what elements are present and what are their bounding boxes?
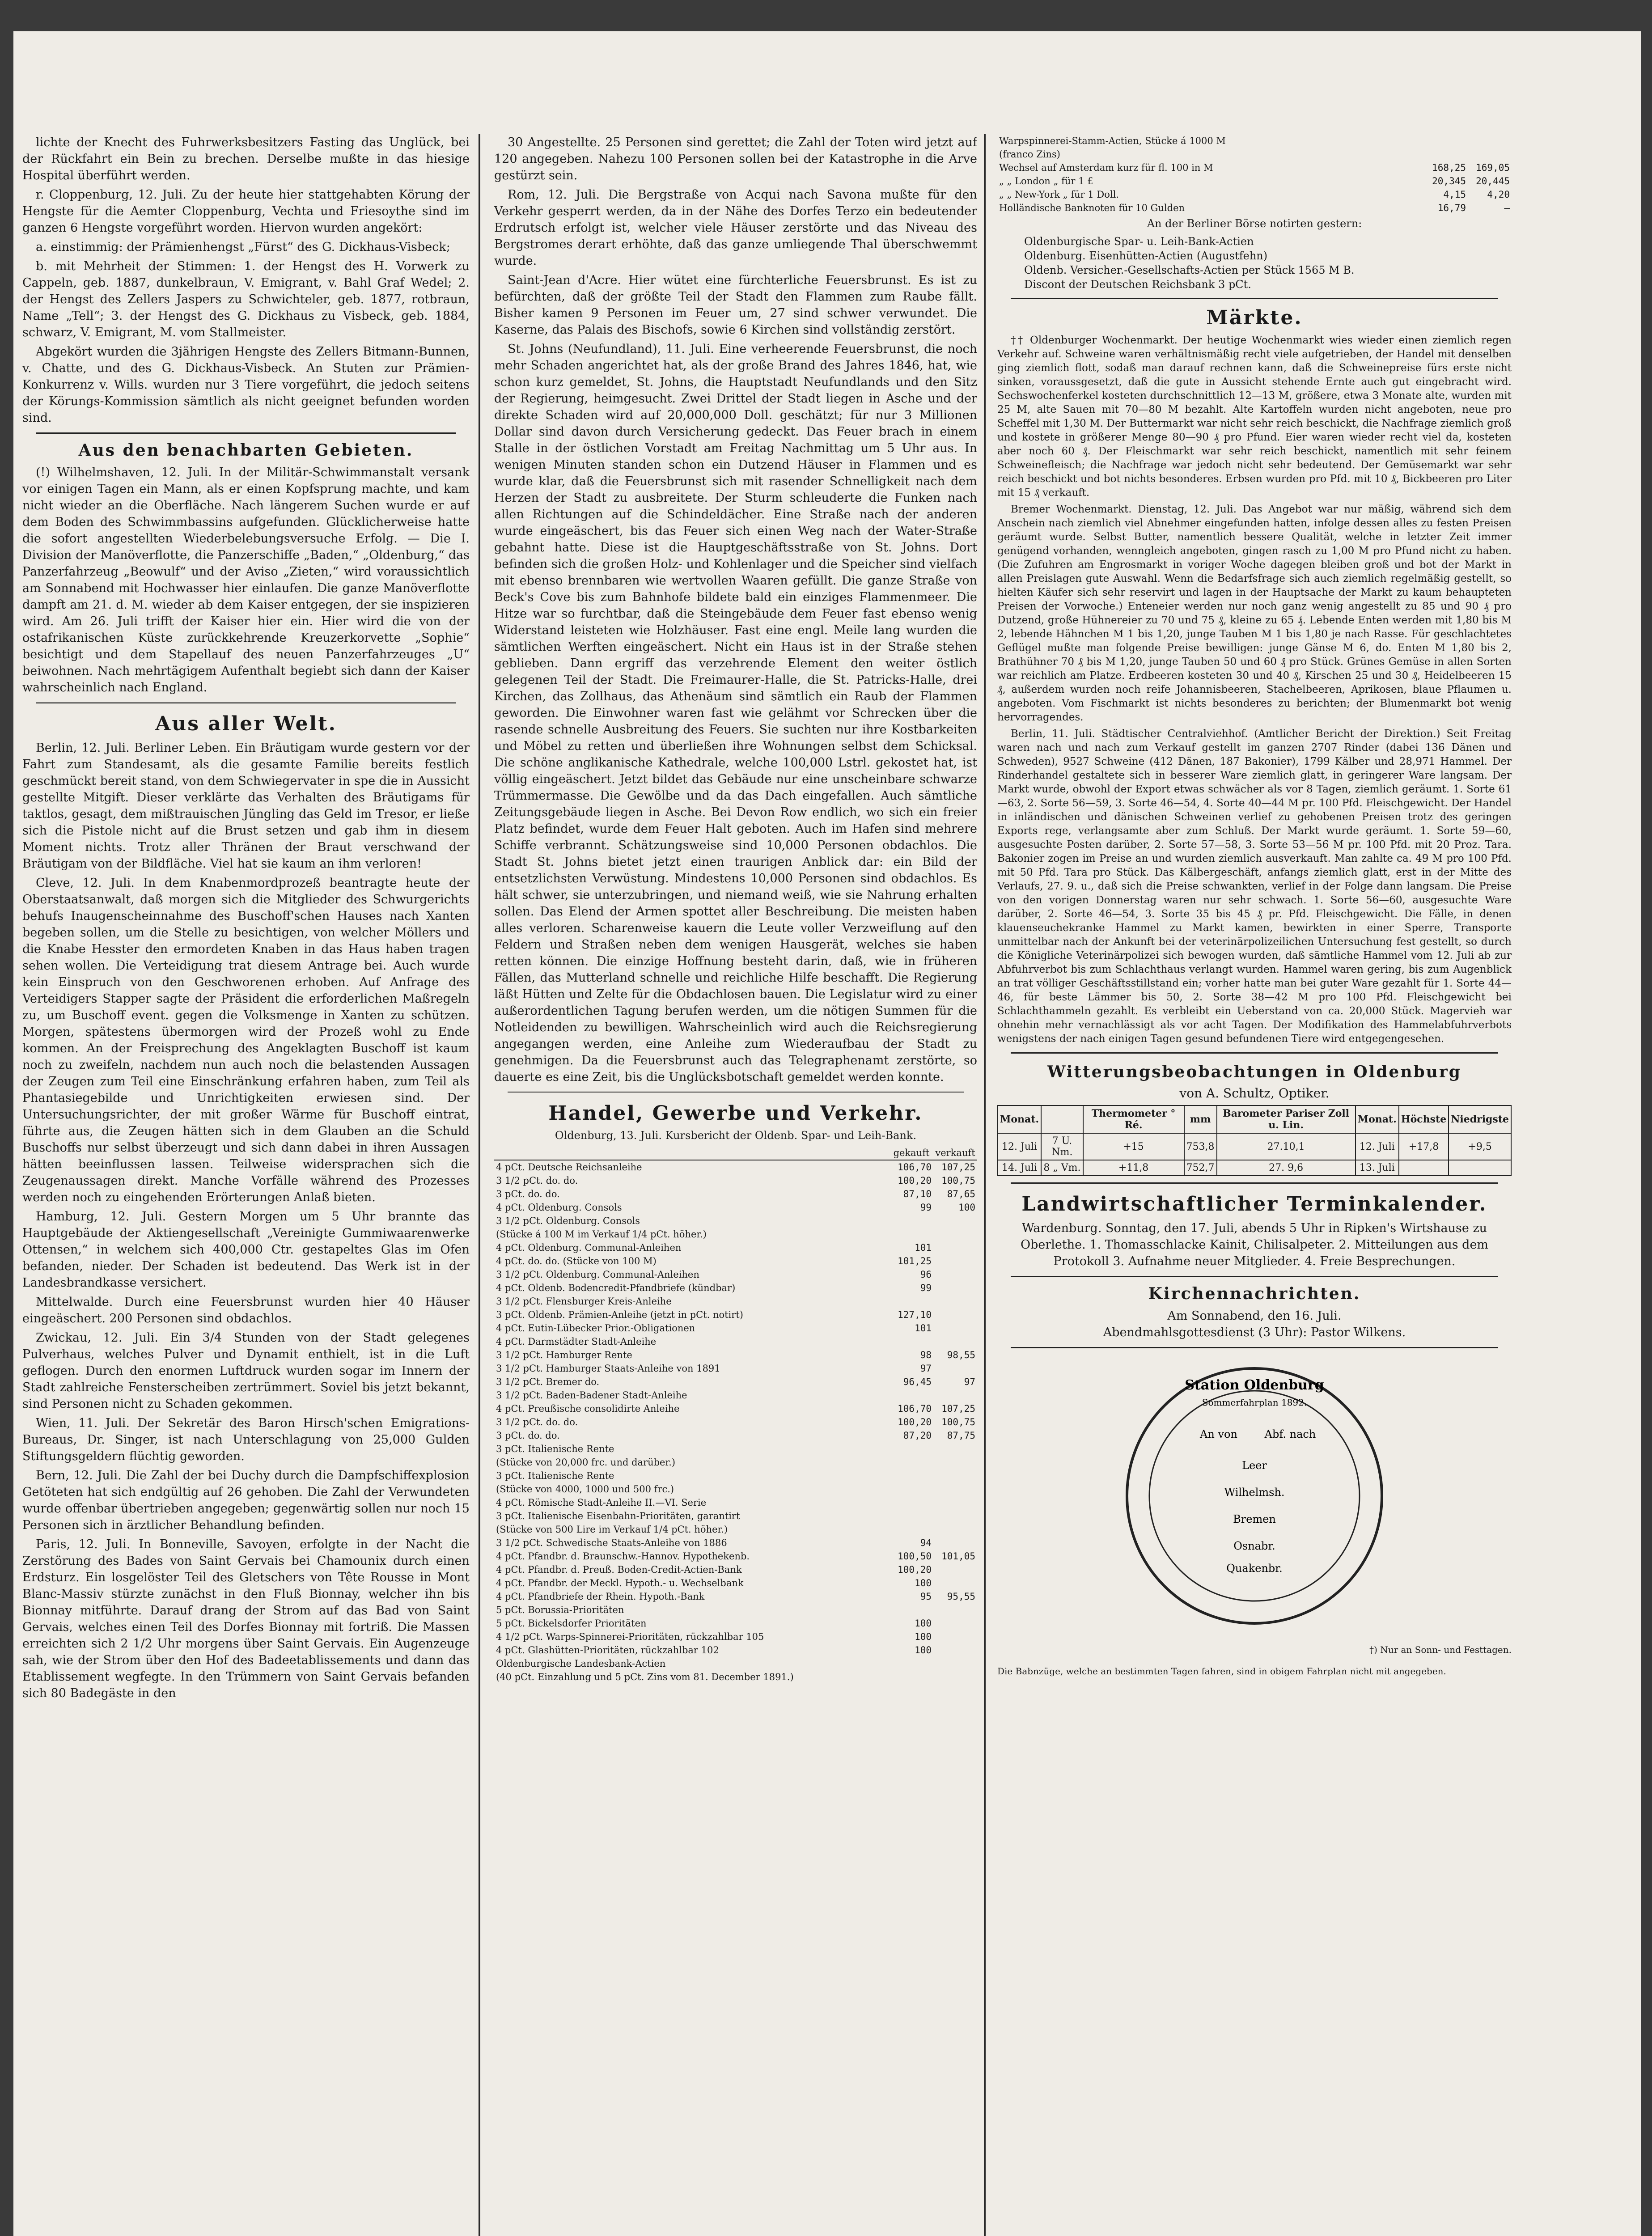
news-continuation <box>494 134 977 1085</box>
article-paragraph: Abgekört wurden die 3jährigen Hengste des Zellers Bitmann-Bunnen, v. Chatte, und des G. Dickhaus-Visbeck. An Stuten zur Prämien-Konkurrenz v. Wills. wurden nur 3 Tiere vorgeführt, die jedoch seitens der Körungs-Kommission sämtlich als nicht geeignet befunden worden sind. <box>22 345 470 425</box>
bank-report-subtitle: Oldenburg, 13. Juli. Kursbericht der Oldenb. Spar- und Leih-Bank. <box>555 1129 917 1142</box>
table-header: gekauft <box>890 1146 933 1160</box>
security-name: Holländische Banknoten für 10 Gulden <box>999 203 1185 213</box>
berlin-exchange-title: An der Berliner Börse notirten gestern: <box>1147 217 1362 230</box>
buy-rate <box>890 1456 933 1469</box>
buy-rate: 168,25 <box>1432 162 1466 173</box>
security-name: 3 1/2 pCt. Schwedische Staats-Anleihe von 1886 <box>496 1537 727 1548</box>
divider <box>36 432 456 434</box>
security-name: 4 pCt. Darmstädter Stadt-Anleihe <box>496 1336 657 1347</box>
table-row <box>494 1174 977 1187</box>
sell-rate: 97 <box>964 1376 975 1387</box>
security-name: (franco Zins) <box>999 149 1060 160</box>
article-paragraph: Berlin, 11. Juli. Städtischer Centralviehhof. (Amtlicher Bericht der Direktion.) Seit Freitag waren nach und nach zum Verkauf gestellt im ganzen 2707 Rinder (dabei 136 Dänen und Schweden), 9527 Schweine (412 Dänen, 187 Bakonier), 1799 Kälber und 28,971 Hammel. Der Rinderhandel gestaltete sich in besserer Ware ziemlich glatt, in geringerer Ware langsam. Der Markt wurde, obwohl der Export etwas schwächer als vor 8 Tagen, ziemlich geräumt. 1. Sorte 61—63, 2. Sorte 56—59, 3. Sorte 46—54, 4. Sorte 40—44 M pr. 100 Pfd. Fleischgewicht. Der Handel in inländischen und dänischen Schweinen verlief zu gehobenen Preisen trotz des geringen Exports rege, verlangsamte aber zum Schluß. Der Markt wurde geräumt. 1. Sorte 59—60, ausgesuchte Posten darüber, 2. Sorte 57—58, 3. Sorte 53—56 M pr. 100 Pfd. mit 20 Proz. Tara. Bakonier zogen im Preise an und wurden ziemlich ausverkauft. Man zahlte ca. 49 M pro 100 Pfd. mit 50 Pfd. Tara pro Stück. Das Kälbergeschäft, anfangs ziemlich glatt, erst in der Mitte des Verlaufs, 27. 9. u., daß sich die Preise schwankten, verlief in der Folge dann langsam. Die Preise von den vorigen Donnerstag waren nur sehr schwach. 1. Sorte 56—60, ausgesuchte Ware darüber, 2. Sorte 46—54, 3. Sorte 35 bis 45 ₰ pr. Pfd. Fleischgewicht. Die Fälle, in denen klauenseuchekranke Hammel zu Markt kamen, bewirkten in einer Sperre, Transporte unmittelbar nach der Ankunft bei der veterinärpolizeilichen Untersuchung fest gestellt, so durch die Königliche Veterinärpolizei sich bewogen wurden, daß sämtliche Hammel vom 12. Juli ab zur Abfuhrverbot bis zum Schlachthaus verlangt wurden. Hammel waren gering, bis zum Augenblick an trat völliger Geschäftsstillstand ein; vorher hatte man bei guter Ware gezahlt für 1. Sorte 44—46, für beste Lämmer bis 50, 2. Sorte 38—42 M pro 100 Pfd. Fleischgewicht bei Schlachthammeln gezahlt. Es verbleibt ein Ueberstand von ca. 20,000 Stück. Magervieh war ohnehin mehr vernachlässigt als vor acht Tagen. Der Modifikation des Hammelabfuhrverbots wenigstens der nach einigen Tagen gesund befundenen Tiere wird entgegengesehen. <box>997 728 1512 1045</box>
table-row <box>494 1348 977 1362</box>
news-continuation <box>22 134 470 426</box>
divider <box>36 702 456 705</box>
table-row <box>494 1550 977 1563</box>
buy-rate <box>890 1335 933 1348</box>
security-name: 3 1/2 pCt. Flensburger Kreis-Anleihe <box>496 1296 672 1307</box>
security-name: 4 pCt. Pfandbr. der Meckl. Hypoth.- u. Wechselbank <box>496 1578 744 1588</box>
station-label: Osnabr. <box>1233 1540 1275 1552</box>
security-name: 3 pCt. do. do. <box>496 1430 560 1441</box>
buy-rate <box>1424 134 1468 148</box>
table-cell: 27. 9,6 <box>1217 1160 1355 1176</box>
article-paragraph: Rom, 12. Juli. Die Bergstraße von Acqui nach Savona mußte für den Verkehr gesperrt werden, da in der Nähe des Dorfes Terzo ein bedeutender Erdrutsch erfolgt ist, welcher viele Häuser zerstörte und das Niveau des Bergstromes derart erhöhte, daß das ganze umliegende Thal überschwemmt wurde. <box>494 188 977 268</box>
sell-rate: 87,65 <box>947 1189 975 1199</box>
sell-rate <box>933 1657 977 1670</box>
sell-rate <box>933 1630 977 1643</box>
security-name: 3 1/2 pCt. Hamburger Staats-Anleihe von 1891 <box>496 1363 720 1374</box>
sell-rate <box>933 1308 977 1321</box>
terminkalender-text: Wardenburg. Sonntag, den 17. Juli, abends 5 Uhr in Ripken's Wirtshause zu Oberlethe. 1. Thomasschlacke Kainit, Chilisalpeter. 2. Mitteilungen aus dem Protokoll 3. Aufnahme neuer Mitglieder. 4. Freie Besprechungen. <box>1020 1221 1489 1268</box>
table-row <box>494 1415 977 1429</box>
buy-rate: 87,20 <box>903 1430 932 1441</box>
table-cell: 12. Juli <box>1355 1133 1399 1160</box>
table-header: Barometer Pariser Zoll u. Lin. <box>1217 1105 1355 1133</box>
article-paragraph: r. Cloppenburg, 12. Juli. Zu der heute hier stattgehabten Körung der Hengste für die Aemter Cloppenburg, Vechta und Friesoythe sind im ganzen 6 Hengste vorgeführt worden. Hiervon wurden angekört: <box>22 188 470 235</box>
buy-rate <box>890 1214 933 1228</box>
table-row <box>494 1429 977 1442</box>
security-name: (Stücke von 4000, 1000 und 500 frc.) <box>496 1484 674 1495</box>
table-row <box>494 1630 977 1643</box>
table-header: Monat. <box>998 1105 1041 1133</box>
buy-rate <box>890 1657 933 1670</box>
buy-rate: 101,25 <box>898 1256 932 1266</box>
buy-rate <box>890 1442 933 1456</box>
security-name: 3 1/2 pCt. Bremer do. <box>496 1376 600 1387</box>
buy-rate: 97 <box>920 1363 932 1374</box>
table-row <box>997 188 1512 201</box>
article-paragraph: Wien, 11. Juli. Der Sekretär des Baron Hirsch'schen Emigrations-Bureaus, Dr. Singer, ist nach Unterschlagung von 25,000 Gulden Stiftungsgeldern flüchtig geworden. <box>22 1416 470 1463</box>
station-label: An von <box>1200 1428 1237 1440</box>
table-row <box>494 1442 977 1456</box>
article-paragraph: Hamburg, 12. Juli. Gestern Morgen um 5 Uhr brannte das Hauptgebäude der Aktiengesellschaft „Vereinigte Gummiwaarenwerke Ottensen,“ in welchem sich 400,000 Ctr. gestapeltes Glas im Ofen befanden, nieder. Der Schaden ist bedeutend. Das Werk ist in der Landesbrandkasse versichert. <box>22 1210 470 1290</box>
berlin-exchange-list <box>997 234 1512 292</box>
buy-rate: 127,10 <box>898 1309 932 1320</box>
divider <box>1011 1276 1498 1277</box>
buy-rate: 100 <box>915 1578 932 1588</box>
security-name: 4 pCt. Römische Stadt-Anleihe II.—VI. Serie <box>496 1497 707 1508</box>
security-name: 4 pCt. Oldenb. Bodencredit-Pfandbriefe (kündbar) <box>496 1283 736 1293</box>
table-row <box>997 161 1512 174</box>
divider <box>1011 1182 1498 1186</box>
buy-rate: 99 <box>920 1202 932 1213</box>
section-world <box>22 740 470 1702</box>
sell-rate <box>933 1536 977 1550</box>
security-name: Oldenburgische Landesbank-Actien <box>496 1658 666 1669</box>
security-name: 4 pCt. Oldenburg. Communal-Anleihen <box>496 1242 682 1253</box>
table-row <box>494 1321 977 1335</box>
table-row <box>998 1133 1511 1160</box>
sell-rate <box>933 1617 977 1630</box>
buy-rate <box>890 1389 933 1402</box>
section-title-markets: Märkte. <box>1206 306 1303 329</box>
security-name: (Stücke á 100 M im Verkauf 1/4 pCt. höher.) <box>496 1229 707 1240</box>
table-row <box>997 201 1512 215</box>
berlin-exchange-item: Oldenburgische Spar- u. Leih-Bank-Actien <box>1024 235 1254 248</box>
buy-rate: 20,345 <box>1432 176 1466 186</box>
bank-rates-table <box>494 1146 977 1684</box>
sell-rate: 169,05 <box>1476 162 1510 173</box>
sell-rate <box>933 1482 977 1496</box>
sell-rate: 4,20 <box>1487 189 1510 200</box>
buy-rate: 4,15 <box>1443 189 1466 200</box>
sell-rate <box>933 1214 977 1228</box>
buy-rate <box>890 1670 933 1684</box>
table-row <box>494 1241 977 1254</box>
table-header: Monat. <box>1355 1105 1399 1133</box>
divider <box>1011 1052 1498 1055</box>
article-paragraph: Mittelwalde. Durch eine Feuersbrunst wurden hier 40 Häuser eingeäschert. 200 Personen sind obdachlos. <box>22 1295 470 1326</box>
sell-rate <box>933 1241 977 1254</box>
sell-rate <box>933 1335 977 1348</box>
berlin-exchange-item: Discont der Deutschen Reichsbank 3 pCt. <box>1024 278 1251 291</box>
security-name: 3 1/2 pCt. Hamburger Rente <box>496 1350 632 1360</box>
footnote-sundays: †) Nur an Sonn- und Festtagen. <box>1369 1644 1512 1655</box>
section-title-trade: Handel, Gewerbe und Verkehr. <box>548 1102 923 1125</box>
sell-rate <box>933 1496 977 1509</box>
column-3 <box>997 134 1512 2236</box>
sell-rate: 100 <box>958 1202 975 1213</box>
sell-rate: 20,445 <box>1476 176 1510 186</box>
article-paragraph: †† Oldenburger Wochenmarkt. Der heutige Wochenmarkt wies wieder einen ziemlich regen Verkehr auf. Schweine waren verhältnismäßig recht viele aufgetrieben, der Handel mit denselben ging ziemlich flott, sodaß man darauf rechnen kann, daß die Schweinepreise fürs erste nicht sinken, voraussgesetzt, daß die gute in Aussicht stehende Ernte auch gut eingebracht wird. Sechswochenferkel kosteten durchschnittlich 12—13 M, größere, etwa 3 Monate alte, wurden mit 25 M, alte Sauen mit 70—80 M bezahlt. Alte Kartoffeln wurden nicht angeboten, neue pro Scheffel mit 1,30 M. Der Buttermarkt war nicht sehr reich beschickt, die Nachfrage ziemlich groß und kostete in größerer Menge 80—90 ₰ pro Pfund. Eier waren wieder recht viel da, kosteten aber noch 60 ₰. Der Fleischmarkt war sehr reich beschickt, namentlich mit sehr feinem Schweinefleisch; die Nachfrage war jedoch nicht sehr bedeutend. Der Gemüsemarkt war sehr reich beschickt und bot nichts besonderes. Erbsen wurden pro Pfd. mit 10 ₰, Bickbeeren pro Liter mit 15 ₰ verkauft. <box>997 335 1512 499</box>
weather-title: Witterungsbeobachtungen in Oldenburg <box>1047 1063 1461 1081</box>
security-name: 4 pCt. do. do. (Stücke von 100 M) <box>496 1256 657 1266</box>
section-title-world: Aus aller Welt. <box>155 712 337 735</box>
weather-table <box>997 1105 1512 1176</box>
table-row <box>494 1254 977 1268</box>
security-name: Warpspinnerei-Stamm-Actien, Stücke á 1000 M <box>999 136 1226 146</box>
buy-rate: 100 <box>915 1645 932 1656</box>
sell-rate: 101,05 <box>941 1551 975 1562</box>
buy-rate: 96 <box>920 1269 932 1280</box>
article-paragraph: (!) Wilhelmshaven, 12. Juli. In der Militär-Schwimmanstalt versank vor einigen Tagen ein Mann, als er einen Kopfsprung machte, und kam nicht wieder an die Oberfläche. Nach längerem Suchen wurde er auf dem Boden des Schwimmbassins aufgefunden. Glücklicherweise hatte die sofort angestellten Wiederbelebungsversuche Erfolg. — Die I. Division der Manöverflotte, die Panzerschiffe „Baden,“ „Oldenburg,“ das Panzerfahrzeug „Beowulf“ und der Aviso „Zieten,“ wird voraussichtlich am Sonnabend mit Hochwasser hier einlaufen. Die ganze Manöverflotte dampft am 21. d. M. wieder ab dem Kaiser entgegen, der sie inspizieren wird. Am 26. Juli trifft der Kaiser hier ein. Hier wird die von der ostafrikanischen Küste zurückkehrende Kreuzerkorvette „Sophie“ besichtigt und dem Stapellauf des neuen Panzerfahrzeuges „U“ beiwohnen. Nach mehrtägigem Aufenthalt begiebt sich dann der Kaiser wahrscheinlich nach England. <box>22 466 470 695</box>
article-paragraph: 30 Angestellte. 25 Personen sind gerettet; die Zahl der Toten wird jetzt auf 120 angegeben. Nahezu 100 Personen sollen bei der Katastrophe in die Arve gestürzt sein. <box>494 136 977 182</box>
station-label: Bremen <box>1233 1513 1276 1525</box>
table-row <box>494 1590 977 1603</box>
table-row <box>997 174 1512 188</box>
security-name: 3 1/2 pCt. Oldenburg. Communal-Anleihen <box>496 1269 699 1280</box>
table-row <box>494 1469 977 1482</box>
table-row <box>494 1214 977 1228</box>
table-cell: 8 „ Vm. <box>1041 1160 1083 1176</box>
article-paragraph: lichte der Knecht des Fuhrwerksbesitzers Fasting das Unglück, bei der Rückfahrt ein Bein zu brechen. Derselbe mußte in das hiesige Hospital überführt werden. <box>22 136 470 182</box>
security-name: 3 pCt. Italienische Rente <box>496 1444 614 1454</box>
article-paragraph: Bern, 12. Juli. Die Zahl der bei Duchy durch die Dampfschiffexplosion Getöteten hat sich endgültig auf 26 gehoben. Die Zahl der Verwundeten wurde offenbar übertrieben angegeben; gegenwärtig sollen nur noch 15 Personen sich in ärztlicher Behandlung befinden. <box>22 1469 470 1532</box>
buy-rate: 94 <box>920 1537 932 1548</box>
table-cell: +9,5 <box>1449 1133 1511 1160</box>
table-header: verkauft <box>933 1146 977 1160</box>
table-row <box>494 1160 977 1174</box>
sell-rate <box>933 1268 977 1281</box>
sell-rate <box>933 1456 977 1469</box>
buy-rate: 100 <box>915 1618 932 1629</box>
sell-rate <box>933 1362 977 1375</box>
table-cell <box>1449 1160 1511 1176</box>
security-name: 4 pCt. Deutsche Reichsanleihe <box>496 1162 642 1173</box>
sell-rate <box>1468 134 1512 148</box>
sell-rate <box>933 1254 977 1268</box>
table-row <box>494 1228 977 1241</box>
security-name: (Stücke von 500 Lire im Verkauf 1/4 pCt. höher.) <box>496 1524 728 1535</box>
section-markets <box>997 334 1512 1046</box>
section-neighbour-regions <box>22 464 470 696</box>
table-header: Höchste <box>1399 1105 1449 1133</box>
table-cell: 753,8 <box>1184 1133 1217 1160</box>
article-paragraph: b. mit Mehrheit der Stimmen: 1. der Hengst des H. Vorwerk zu Cappeln, geb. 1887, dunkelbraun, V. Emigrant, v. Bahl Graf Wedel; 2. der Hengst des Zellers Jaspers zu Schwichteler, geb. 1877, rotbraun, Name „Tell“; 3. der Hengst des G. Dickhaus zu Visbeck, geb. 1884, schwarz, V. Emigrant, M. vom Stallmeister. <box>22 259 470 339</box>
buy-rate: 100,20 <box>898 1564 932 1575</box>
sell-rate <box>933 1643 977 1657</box>
buy-rate <box>890 1295 933 1308</box>
table-cell <box>1399 1160 1449 1176</box>
security-name: 4 pCt. Eutin-Lübecker Prior.-Obligationen <box>496 1323 695 1334</box>
table-row <box>494 1536 977 1550</box>
buy-rate <box>890 1482 933 1496</box>
sell-rate <box>933 1509 977 1523</box>
security-name: (Stücke von 20,000 frc. und darüber.) <box>496 1457 676 1468</box>
sell-rate <box>1468 148 1512 161</box>
station-timetable-clock <box>1120 1362 1389 1630</box>
sell-rate <box>933 1576 977 1590</box>
security-name: Wechsel auf Amsterdam kurz für fl. 100 in M <box>999 162 1213 173</box>
table-row <box>494 1523 977 1536</box>
security-name: „ „ London „ für 1 £ <box>999 176 1093 186</box>
footnote-timetable: Die Babnzüge, welche an bestimmten Tagen fahren, sind in obigem Fahrplan nicht mit angegeben. <box>997 1666 1446 1677</box>
table-row <box>494 1268 977 1281</box>
article-paragraph: Berlin, 12. Juli. Berliner Leben. Ein Bräutigam wurde gestern vor der Fahrt zum Standesamt, als die gesamte Familie bereits festlich geschmückt bereit stand, von dem Schwiegervater in spe die in Aussicht gestellte Mitgift. Dieser verklärte das Verhalten des Bräutigams für taktlos, gesagt, dem mißtrauischen Jüngling das Geld im Tresor, er ließe sich die Pistole nicht auf die Brust setzen und gab ihm in diesem Moment nichts. Trotz aller Thränen der Braut verschwand der Bräutigam von der Bildfläche. Viel hat sie kaum an ihm verloren! <box>22 741 470 871</box>
table-row <box>494 1563 977 1576</box>
buy-rate: 95 <box>920 1591 932 1602</box>
buy-rate <box>890 1603 933 1617</box>
table-cell: 12. Juli <box>998 1133 1041 1160</box>
security-name: 3 pCt. Oldenb. Prämien-Anleihe (jetzt in pCt. notirt) <box>496 1309 743 1320</box>
sell-rate <box>933 1670 977 1684</box>
table-row <box>494 1201 977 1214</box>
security-name: 3 1/2 pCt. do. do. <box>496 1175 578 1186</box>
buy-rate: 101 <box>915 1242 932 1253</box>
security-name: 4 pCt. Glashütten-Prioritäten, rückzahlbar 102 <box>496 1645 719 1656</box>
table-row <box>494 1335 977 1348</box>
sell-rate <box>933 1228 977 1241</box>
table-row <box>494 1670 977 1684</box>
security-name: 3 1/2 pCt. Baden-Badener Stadt-Anleihe <box>496 1390 687 1401</box>
section-title-neighbour-regions: Aus den benachbarten Gebieten. <box>78 441 414 460</box>
table-row <box>494 1456 977 1469</box>
table-header: Thermometer ° Ré. <box>1083 1105 1184 1133</box>
newspaper-page <box>13 31 1641 2236</box>
buy-rate <box>890 1523 933 1536</box>
sell-rate: 100,75 <box>941 1175 975 1186</box>
buy-rate <box>890 1509 933 1523</box>
sell-rate: — <box>1504 203 1510 213</box>
weather-subtitle: von A. Schultz, Optiker. <box>1179 1086 1330 1101</box>
exchange-rates-table <box>997 134 1512 215</box>
sell-rate: 107,25 <box>941 1403 975 1414</box>
table-row <box>494 1295 977 1308</box>
buy-rate <box>890 1469 933 1482</box>
table-header: Niedrigste <box>1449 1105 1511 1133</box>
buy-rate: 98 <box>920 1350 932 1360</box>
sell-rate: 87,75 <box>947 1430 975 1441</box>
table-row <box>494 1509 977 1523</box>
buy-rate: 106,70 <box>898 1403 932 1414</box>
sell-rate <box>933 1563 977 1576</box>
security-name: 3 1/2 pCt. Oldenburg. Consols <box>496 1215 640 1226</box>
buy-rate: 99 <box>920 1283 932 1293</box>
table-row <box>494 1362 977 1375</box>
column-rule <box>984 134 986 2236</box>
table-cell: +17,8 <box>1399 1133 1449 1160</box>
table-row <box>997 134 1512 148</box>
table-row <box>494 1308 977 1321</box>
buy-rate <box>890 1496 933 1509</box>
buy-rate: 106,70 <box>898 1162 932 1173</box>
article-paragraph: a. einstimmig: der Prämienhengst „Fürst“ des G. Dickhaus-Visbeck; <box>36 240 450 254</box>
table-row <box>494 1375 977 1389</box>
security-name: 3 pCt. Italienische Eisenbahn-Prioritäten, garantirt <box>496 1511 740 1521</box>
article-paragraph: Zwickau, 12. Juli. Ein 3/4 Stunden von der Stadt gelegenes Pulverhaus, welches Pulver und Dynamit enthielt, ist in die Luft geflogen. Durch den enormen Luftdruck wurden sogar im Innern der Stadt zahlreiche Fensterscheiben zertrümmert. Soviel bis jetzt bekannt, sind Personen nicht zu Schaden gekommen. <box>22 1331 470 1411</box>
buy-rate: 87,10 <box>903 1189 932 1199</box>
buy-rate: 100,20 <box>898 1175 932 1186</box>
buy-rate: 100 <box>915 1631 932 1642</box>
sell-rate <box>933 1603 977 1617</box>
buy-rate: 100,50 <box>898 1551 932 1562</box>
security-name: 5 pCt. Borussia-Prioritäten <box>496 1605 624 1615</box>
security-name: 4 pCt. Preußische consolidirte Anleihe <box>496 1403 680 1414</box>
terminkalender-title: Landwirtschaftlicher Terminkalender. <box>1021 1193 1487 1215</box>
sell-rate: 98,55 <box>947 1350 975 1360</box>
table-cell: 7 U. Nm. <box>1041 1133 1083 1160</box>
table-row <box>494 1389 977 1402</box>
buy-rate <box>890 1228 933 1241</box>
article-paragraph: Cleve, 12. Juli. In dem Knabenmordprozeß beantragte heute der Oberstaatsanwalt, daß morgen sich die Mitglieder des Schwurgerichts behufs Inaugenscheinnahme des Buschoff'schen Hauses nach Xanten begeben sollen, um die Stelle zu besichtigen, von welcher Möllers und die Knabe Hesster den ermordeten Knaben in das Haus haben tragen sehen wollen. Die Verteidigung trat diesem Antrage bei. Auch wurde kein Einspruch von den Geschworenen erhoben. Auf Anfrage des Verteidigers Stapper sagte der Präsident die erforderlichen Maßregeln zu, um Buschoff event. gegen die Volksmenge in Xanten zu schützen. Morgen, spätestens übermorgen wird der Prozeß wohl zu Ende kommen. An der Freisprechung des Angeklagten Buschoff ist kaum noch zu zweifeln, nachdem nun auch noch die belastenden Aussagen der Zeugen zum Teil eine Einschränkung erfahren haben, zum Teil als Phantasiegebilde und Unrichtigkeiten erwiesen sind. Der Untersuchungsrichter, der mit großer Wärme für Buschoff eintrat, führte aus, die Zeugen hätten sich in dem Glauben an die Schuld Buschoffs nur selbst überzeugt und sich dann dabei in ihren Aussagen hätten beeinflussen lassen. Teilweise widersprachen sich die Zeugenaussagen direkt. Manche Vorfälle während des Prozesses werden noch zu eingehenden Erörterungen Anlaß bieten. <box>22 876 470 1204</box>
table-cell: +11,8 <box>1083 1160 1184 1176</box>
table-cell: +15 <box>1083 1133 1184 1160</box>
sell-rate: 95,55 <box>947 1591 975 1602</box>
table-row <box>997 148 1512 161</box>
station-subtitle: Sommerfahrplan 1892. <box>1202 1397 1307 1408</box>
table-row <box>998 1160 1511 1176</box>
sell-rate <box>933 1523 977 1536</box>
berlin-exchange-item: Oldenburg. Eisenhütten-Actien (Augustfehn) <box>1024 250 1268 262</box>
church-title: Kirchennachrichten. <box>1148 1284 1361 1303</box>
buy-rate: 100,20 <box>898 1417 932 1427</box>
table-row <box>494 1657 977 1670</box>
church-date: Am Sonnabend, den 16. Juli. <box>1167 1309 1342 1323</box>
table-row <box>494 1482 977 1496</box>
table-cell: 752,7 <box>1184 1160 1217 1176</box>
station-label: Leer <box>1242 1459 1267 1472</box>
church-service: Abendmahlsgottesdienst (3 Uhr): Pastor Wilkens. <box>1103 1326 1406 1339</box>
sell-rate <box>933 1442 977 1456</box>
security-name: „ „ New-York „ für 1 Doll. <box>999 189 1119 200</box>
security-name: 4 pCt. Pfandbriefe der Rhein. Hypoth.-Bank <box>496 1591 705 1602</box>
station-title: Station Oldenburg <box>1185 1377 1324 1393</box>
divider <box>1011 1347 1498 1348</box>
table-header <box>494 1146 890 1160</box>
column-2 <box>494 134 977 2236</box>
table-cell: 14. Juli <box>998 1160 1041 1176</box>
buy-rate: 101 <box>915 1323 932 1334</box>
table-header <box>1041 1105 1083 1133</box>
security-name: 5 pCt. Bickelsdorfer Prioritäten <box>496 1618 647 1629</box>
sell-rate <box>933 1295 977 1308</box>
security-name: 4 pCt. Pfandbr. d. Braunschw.-Hannov. Hypothekenb. <box>496 1551 750 1562</box>
table-header: mm <box>1184 1105 1217 1133</box>
station-label: Abf. nach <box>1264 1428 1316 1440</box>
table-row <box>494 1402 977 1415</box>
table-cell: 13. Juli <box>1355 1160 1399 1176</box>
security-name: 3 pCt. do. do. <box>496 1189 560 1199</box>
station-label: Wilhelmsh. <box>1224 1486 1285 1499</box>
divider <box>1011 298 1498 299</box>
security-name: 4 pCt. Oldenburg. Consols <box>496 1202 622 1213</box>
table-row <box>494 1576 977 1590</box>
sell-rate <box>933 1389 977 1402</box>
security-name: 4 pCt. Pfandbr. d. Preuß. Boden-Credit-Actien-Bank <box>496 1564 742 1575</box>
sell-rate <box>933 1321 977 1335</box>
column-1 <box>22 134 470 2236</box>
sell-rate <box>933 1469 977 1482</box>
sell-rate <box>933 1281 977 1295</box>
station-label: Quakenbr. <box>1226 1562 1283 1575</box>
column-rule <box>479 134 480 2236</box>
sell-rate: 100,75 <box>941 1417 975 1427</box>
security-name: (40 pCt. Einzahlung und 5 pCt. Zins vom 81. December 1891.) <box>496 1672 794 1682</box>
table-row <box>494 1603 977 1617</box>
table-row <box>494 1281 977 1295</box>
article-paragraph: Bremer Wochenmarkt. Dienstag, 12. Juli. Das Angebot war nur mäßig, während sich dem Anschein nach ziemlich viel Abnehmer eingefunden hatten, infolge dessen alles zu festen Preisen geräumt wurde. Selbst Butter, namentlich bessere Qualität, welche in letzter Zeit immer genügend vorhanden, wenngleich angeboten, gingen rasch zu 1,00 M pro Pfund nicht zu haben. (Die Zufuhren am Engrosmarkt in voriger Woche dagegen bleiben groß und bot der Markt in allen Preislagen gute Auswahl. Wenn die Bedarfsfrage sich auch ziemlich regelmäßig gestellt, so hielten Käufer sich sehr reservirt und lagen in der Hauptsache der Markt zu kaum behaupteten Preisen der Vorwoche.) Enteneier werden nur noch ganz wenig angestellt zu 85 und 90 ₰ pro Dutzend, große Hühnereier zu 70 und 75 ₰, kleine zu 65 ₰. Lebende Enten werden mit 1,80 bis M 2, lebende Hähnchen M 1 bis 1,20, junge Tauben M 1 bis 1,80 je nach Rasse. Für geschlachtetes Geflügel mußte man folgende Preise bewilligen: junge Gänse M 6, do. Enten M 1,80 bis 2, Brathühner 70 ₰ bis M 1,20, junge Tauben 50 und 60 ₰ pro Stück. Grünes Gemüse in allen Sorten war reichlich am Platze. Erdbeeren kosteten 30 und 40 ₰, Kirschen 25 und 30 ₰, Heidelbeeren 15 ₰, außerdem wurden noch reife Johannisbeeren, Stachelbeeren, Aprikosen, blaue Pflaumen u. angeboten. Vom Fischmarkt ist nichts besonderes zu berichten; der Blumenmarkt bot wenig hervorragendes. <box>997 504 1512 723</box>
security-name: 3 1/2 pCt. do. do. <box>496 1417 578 1427</box>
divider <box>508 1092 964 1095</box>
buy-rate: 16,79 <box>1437 203 1466 213</box>
table-row <box>494 1643 977 1657</box>
sell-rate: 107,25 <box>941 1162 975 1173</box>
table-row <box>494 1617 977 1630</box>
article-paragraph: Paris, 12. Juli. In Bonneville, Savoyen, erfolgte in der Nacht die Zerstörung des Bades von Saint Gervais bei Chamounix durch einen Erdsturz. Ein losgelöster Teil des Gletschers von Tête Rousse in Mont Blanc-Massiv stürzte zunächst in den Fluß Bionnay, welcher ihn bis Bionnay mitführte. Darauf drang der Strom auf das Bad von Saint Gervais, welches einen Teil des Dorfes Bionnay mit fortriß. Die Massen erreichten sich 2 1/2 Uhr morgens über Saint Gervais. Ein Augenzeuge sah, wie der Strom über den Hof des Badeetablissements und dann das Etablissement wegfegte. In den Trümmern von Saint Gervais befanden sich 80 Badegäste in den <box>22 1537 470 1700</box>
buy-rate <box>1424 148 1468 161</box>
article-paragraph: St. Johns (Neufundland), 11. Juli. Eine verheerende Feuersbrunst, die noch mehr Schaden angerichtet hat, als der große Brand des Jahres 1846, hat, wie schon kurz gemeldet, St. Johns, die Hauptstadt Neufundlands und den Sitz der Regierung, heimgesucht. Zwei Drittel der Stadt liegen in Asche und der direkte Schaden wird auf 20,000,000 Doll. geschätzt; für nur 3 Millionen Dollar sind davon durch Versicherung gedeckt. Das Feuer brach in einem Stalle in der östlichen Vorstadt am Freitag Nachmittag um 5 Uhr aus. In wenigen Minuten standen schon ein Dutzend Häuser in Flammen und es wurde klar, daß die Feuersbrunst sich mit rasender Schnelligkeit nach dem Herzen der Stadt zu ausbreitete. Der Sturm schleuderte die Funken nach allen Richtungen auf die Schindeldächer. Eine Straße nach der anderen wurde eingeäschert, bis das Feuer sich einen Weg nach der Water-Straße gebahnt hatte. Diese ist die Hauptgeschäftsstraße von St. Johns. Dort befinden sich die großen Holz- und Kohlenlager und die Speicher sind vielfach mit ebenso brennbaren wie wertvollen Waaren gefüllt. Die ganze Straße von Beck's Cove bis zum Bahnhofe bildete bald ein einziges Flammenmeer. Die Hitze war so furchtbar, daß die Steingebäude dem Feuer fast ebenso wenig Widerstand leisteten wie Holzhäuser. Fast eine engl. Meile lang wurden die sämtlichen Werften eingeäschert. Nicht ein Haus ist in der Straße stehen geblieben. Dann ergriff das verzehrende Element den weiter östlich gelegenen Teil der Stadt. Die Freimaurer-Halle, die St. Patricks-Halle, drei Kirchen, das Zollhaus, das Athenäum sind sämtlich ein Raub der Flammen geworden. Die Einwohner waren fast wie gelähmt vor Schrecken über die rasende schnelle Ausbreitung des Feuers. Sie suchten nur ihre Kostbarkeiten und Möbel zu retten und überließen ihre Wohnungen selbst dem Schicksal. Die schöne anglikanische Kathedrale, welche 100,000 Lstrl. gekostet hat, ist völlig eingeäschert. Jetzt bildet das Gebäude nur eine unscheinbare schwarze Trümmermasse. Die Gewölbe und da das Dach eingefallen. Auch sämtliche Zeitungsgebäude liegen in Asche. Bei Devon Row endlich, wo sich ein freier Platz befindet, wurde dem Feuer Halt geboten. Auch im Hafen sind mehrere Schiffe verbrannt. Schätzungsweise sind 10,000 Personen obdachlos. Die Stadt St. Johns bietet jetzt einen traurigen Anblick dar: ein Bild der entsetzlichsten Verwüstung. Mindestens 10,000 Personen sind obdachlos. Es hält schwer, sie unterzubringen, und niemand weiß, wie sie Nahrung erhalten sollen. Das Elend der Armen spottet aller Beschreibung. Die meisten haben alles verloren. Scharenweise kauern die Leute voller Verzweiflung auf den Feldern und Straßen neben dem wenigen Hausgerät, welches sie haben retten können. Die einzige Hoffnung besteht darin, daß, wie in früheren Fällen, das Mutterland schnelle und reichliche Hilfe beschafft. Die Regierung läßt Hütten und Zelte für die Obdachlosen bauen. Die Legislatur wird zu einer außerordentlichen Tagung berufen werden, um die nötigen Summen für die Notleidenden zu bewilligen. Wahrscheinlich wird auch die Reichsregierung angegangen werden, eine Anleihe zum Wiederaufbau der Stadt zu genehmigen. Da die Feuersbrunst auch das Telegraphenamt zerstörte, so dauerte es eine Zeit, bis die Unglücksbotschaft gemeldet werden konnte. <box>494 342 977 1084</box>
security-name: 3 pCt. Italienische Rente <box>496 1470 614 1481</box>
berlin-exchange-item: Oldenb. Versicher.-Gesellschafts-Actien per Stück 1565 M B. <box>1024 264 1355 276</box>
table-cell: 27.10,1 <box>1217 1133 1355 1160</box>
table-row <box>494 1496 977 1509</box>
table-row <box>494 1187 977 1201</box>
article-paragraph: Saint-Jean d'Acre. Hier wütet eine fürchterliche Feuersbrunst. Es ist zu befürchten, daß der größte Teil der Stadt den Flammen zum Raube fällt. Bisher kamen 9 Personen im Feuer um, 27 sind schwer verwundet. Die Kaserne, das Palais des Bischofs, sowie 6 Kirchen sind vollständig zerstört. <box>494 273 977 337</box>
security-name: 4 1/2 pCt. Warps-Spinnerei-Prioritäten, rückzahlbar 105 <box>496 1631 764 1642</box>
buy-rate: 96,45 <box>903 1376 932 1387</box>
